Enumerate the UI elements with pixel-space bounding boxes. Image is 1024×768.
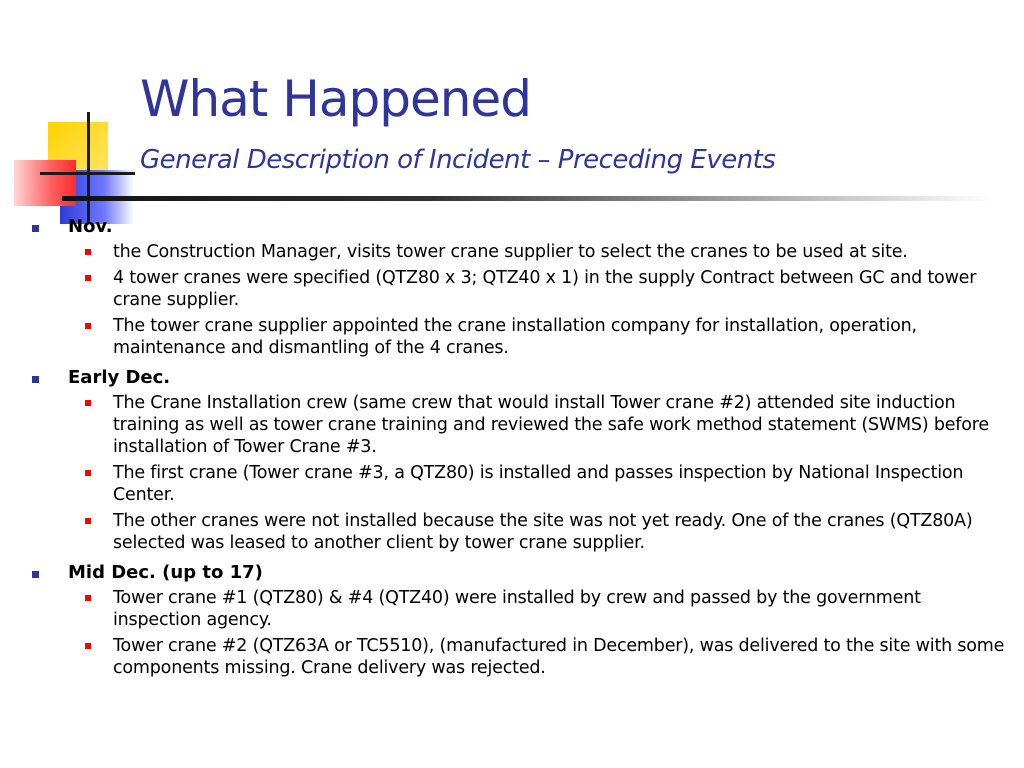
square-bullet-icon bbox=[85, 518, 91, 524]
decorative-logo bbox=[0, 0, 150, 240]
list-item bbox=[30, 392, 1010, 458]
list-item-text: The other cranes were not installed because the site was not yet ready. One of the cranes (QTZ80A) selected was leased to another client by tower crane supplier. bbox=[113, 511, 973, 553]
square-bullet-icon bbox=[85, 275, 91, 281]
section-heading bbox=[30, 367, 1010, 389]
square-bullet-icon bbox=[85, 595, 91, 601]
list-item bbox=[30, 315, 1010, 359]
list-item bbox=[30, 267, 1010, 311]
logo-horizontal-line bbox=[40, 172, 135, 175]
slide-subtitle: General Description of Incident – Preceding Events bbox=[140, 145, 776, 175]
square-bullet-icon bbox=[32, 571, 39, 578]
list-item-text: Tower crane #1 (QTZ80) & #4 (QTZ40) were installed by crew and passed by the government inspection agency. bbox=[113, 588, 921, 630]
title-divider bbox=[62, 196, 992, 201]
slide-title: What Happened bbox=[140, 70, 531, 128]
list-item-text: The tower crane supplier appointed the crane installation company for installation, operation, maintenance and dismantling of the 4 cranes. bbox=[113, 316, 917, 358]
square-bullet-icon bbox=[32, 225, 39, 232]
bullet-list bbox=[30, 587, 1010, 679]
square-bullet-icon bbox=[85, 470, 91, 476]
section-mid-dec bbox=[30, 562, 1010, 679]
section-heading-text: Nov. bbox=[68, 216, 113, 237]
bullet-list bbox=[30, 392, 1010, 554]
square-bullet-icon bbox=[85, 400, 91, 406]
square-bullet-icon bbox=[85, 249, 91, 255]
list-item-text: the Construction Manager, visits tower crane supplier to select the cranes to be used at site. bbox=[113, 242, 908, 262]
slide-body bbox=[30, 216, 1010, 687]
section-early-dec bbox=[30, 367, 1010, 554]
list-item-text: 4 tower cranes were specified (QTZ80 x 3; QTZ40 x 1) in the supply Contract between GC and tower crane supplier. bbox=[113, 268, 977, 310]
square-bullet-icon bbox=[85, 323, 91, 329]
logo-vertical-line bbox=[87, 112, 90, 224]
bullet-list bbox=[30, 241, 1010, 359]
list-item-text: The first crane (Tower crane #3, a QTZ80) is installed and passes inspection by National Inspection Center. bbox=[113, 463, 964, 505]
section-heading bbox=[30, 216, 1010, 238]
list-item bbox=[30, 587, 1010, 631]
list-item bbox=[30, 241, 1010, 263]
list-item-text: Tower crane #2 (QTZ63A or TC5510), (manufactured in December), was delivered to the site with some components missing. Crane delivery was rejected. bbox=[113, 636, 1005, 678]
section-nov bbox=[30, 216, 1010, 359]
list-item bbox=[30, 510, 1010, 554]
list-item bbox=[30, 635, 1010, 679]
list-item bbox=[30, 462, 1010, 506]
section-heading-text: Early Dec. bbox=[68, 367, 171, 388]
section-heading bbox=[30, 562, 1010, 584]
square-bullet-icon bbox=[32, 376, 39, 383]
section-heading-text: Mid Dec. (up to 17) bbox=[68, 562, 263, 583]
list-item-text: The Crane Installation crew (same crew that would install Tower crane #2) attended site induction training as well as tower crane training and reviewed the safe work method statement (SWMS) before installation of Tower Crane #3. bbox=[113, 393, 989, 457]
square-bullet-icon bbox=[85, 643, 91, 649]
